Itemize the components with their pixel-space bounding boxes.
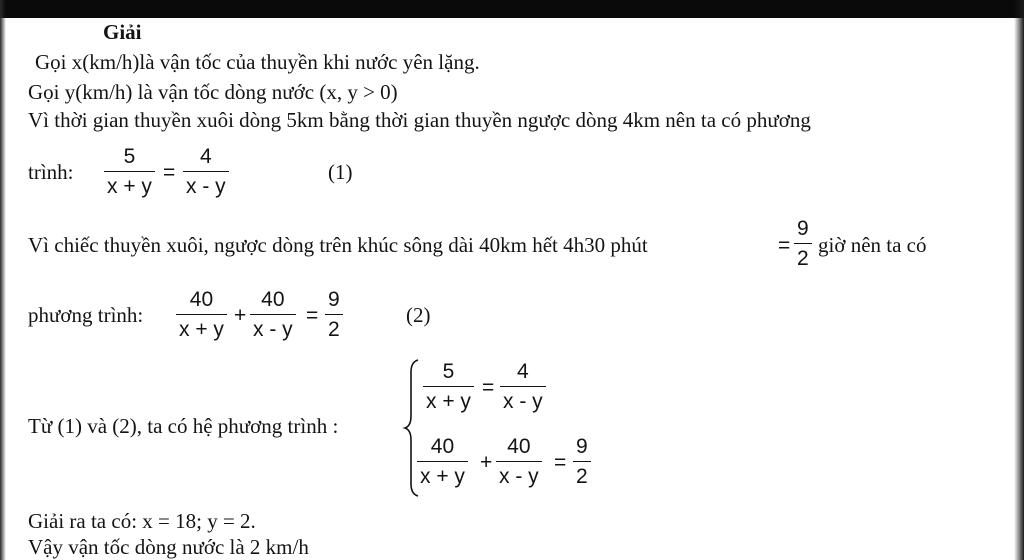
top-dark-bar	[0, 0, 1024, 18]
equation-2-label: phương trình:	[28, 303, 144, 327]
sys-r2-second-denominator: x - y	[496, 461, 542, 487]
solution-result: Giải ra ta có: x = 18; y = 2.	[28, 509, 256, 533]
sys-r2-plus: +	[480, 451, 493, 474]
sys-r1-second-fraction	[500, 361, 546, 412]
eq2-second-denominator: x - y	[250, 314, 296, 340]
eq2-first-fraction	[176, 289, 227, 340]
eq2-first-denominator: x + y	[176, 314, 227, 340]
sys-r1-equals: =	[482, 376, 495, 399]
eq1-equals: =	[163, 161, 176, 184]
eq2-tag: (2)	[406, 303, 431, 327]
eq1-rhs-denominator: x - y	[183, 171, 229, 197]
p5-tail: giờ nên ta có	[818, 233, 927, 257]
equation-1-label: trình:	[28, 160, 74, 184]
p5-equals: =	[778, 234, 791, 257]
eq2-result-numerator: 9	[328, 288, 340, 311]
left-edge-shadow	[0, 0, 6, 560]
eq1-rhs-numerator: 4	[199, 145, 212, 168]
eq1-lhs-denominator: x + y	[104, 171, 155, 197]
sys-r2-first-denominator: x + y	[417, 461, 468, 487]
eq1-lhs-numerator: 5	[123, 145, 136, 168]
p5-hours-numerator: 9	[797, 217, 809, 240]
eq1-tag: (1)	[328, 160, 353, 184]
p5-hours-fraction	[794, 218, 812, 269]
sys-r1-first-numerator: 5	[442, 360, 455, 383]
sys-r2-result-denominator: 2	[573, 461, 591, 487]
eq2-equals: =	[306, 304, 319, 327]
eq2-second-fraction	[250, 289, 296, 340]
sys-r2-first-fraction	[417, 436, 468, 487]
paragraph-travel-statement: Vì chiếc thuyền xuôi, ngược dòng trên khúc sông dài 40km hết 4h30 phút	[28, 233, 648, 257]
eq2-first-numerator: 40	[189, 288, 214, 311]
sys-r2-second-numerator: 40	[507, 435, 531, 458]
p5-hours-denominator: 2	[794, 243, 812, 269]
eq1-rhs-fraction	[183, 146, 229, 197]
paragraph-let-y: Gọi y(km/h) là vận tốc dòng nước (x, y > 0)	[28, 80, 398, 104]
sys-r1-second-numerator: 4	[516, 360, 529, 383]
conclusion: Vậy vận tốc dòng nước là 2 km/h	[28, 535, 309, 559]
sys-r2-equals: =	[554, 451, 567, 474]
paragraph-time-statement: Vì thời gian thuyền xuôi dòng 5km bằng thời gian thuyền ngược dòng 4km nên ta có phương	[28, 108, 811, 132]
eq2-result-denominator: 2	[325, 314, 343, 340]
eq2-result-fraction	[325, 289, 343, 340]
eq1-lhs-fraction	[104, 146, 155, 197]
sys-r1-first-denominator: x + y	[423, 386, 474, 412]
sys-r1-first-fraction	[423, 361, 474, 412]
sys-r2-result-fraction	[573, 436, 591, 487]
sys-r1-second-denominator: x - y	[500, 386, 546, 412]
system-intro: Từ (1) và (2), ta có hệ phương trình :	[28, 414, 339, 438]
paragraph-let-x: Gọi x(km/h)là vận tốc của thuyền khi nước yên lặng.	[35, 50, 480, 74]
right-edge-shadow	[1014, 0, 1024, 560]
sys-r2-first-numerator: 40	[430, 435, 455, 458]
eq2-plus: +	[234, 304, 247, 327]
sys-r2-result-numerator: 9	[576, 435, 588, 458]
sys-r2-second-fraction	[496, 436, 542, 487]
eq2-second-numerator: 40	[261, 288, 285, 311]
solution-title: Giải	[103, 20, 142, 44]
